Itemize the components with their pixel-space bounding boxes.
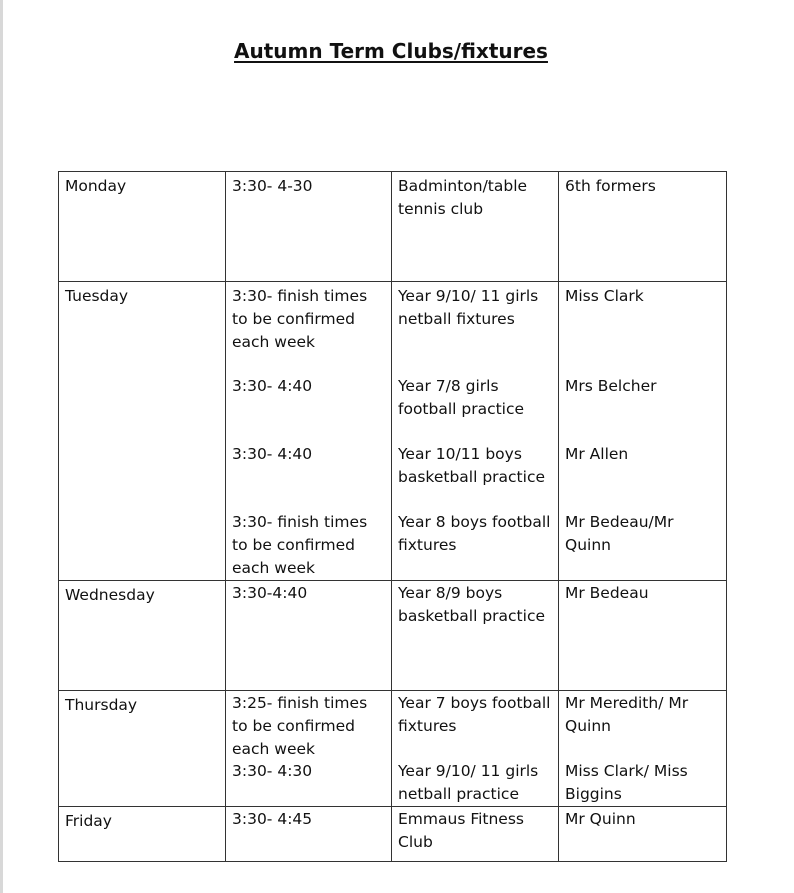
staff-entry: Miss Clark/ Miss Biggins xyxy=(565,762,688,803)
table-row-tuesday xyxy=(59,282,727,581)
time-entry: 3:30- 4-30 xyxy=(232,177,313,195)
page-edge xyxy=(0,0,3,893)
activity-cell xyxy=(392,581,559,691)
day-label: Monday xyxy=(65,177,127,195)
activity-cell xyxy=(392,282,559,581)
activity-entry: Year 8 boys football fixtures xyxy=(398,513,551,554)
activity-entry: Year 10/11 boys basketball practice xyxy=(398,445,546,486)
activity-entry: Year 9/10/ 11 girls netball practice xyxy=(398,762,539,803)
time-cell xyxy=(226,807,392,862)
table-row-monday xyxy=(59,172,727,282)
staff-cell xyxy=(559,282,727,581)
activity-entry: Year 8/9 boys basketball practice xyxy=(398,584,546,625)
staff-entry: Miss Clark xyxy=(565,287,644,305)
time-cell xyxy=(226,691,392,807)
page-title xyxy=(0,37,782,65)
staff-entry: Mr Quinn xyxy=(565,810,636,828)
day-label: Wednesday xyxy=(65,586,155,604)
activity-entry: Badminton/table tennis club xyxy=(398,177,528,218)
staff-entry: Mrs Belcher xyxy=(565,377,657,395)
activity-entry: Year 7/8 girls football practice xyxy=(398,377,525,418)
time-entry: 3:25- finish times to be confirmed each week xyxy=(232,694,368,758)
table-row-friday xyxy=(59,807,727,862)
staff-cell xyxy=(559,691,727,807)
activity-entry: Emmaus Fitness Club xyxy=(398,810,524,851)
activity-cell xyxy=(392,691,559,807)
fixtures-table xyxy=(58,171,727,862)
activity-cell xyxy=(392,807,559,862)
staff-cell xyxy=(559,172,727,282)
day-label: Friday xyxy=(65,812,112,830)
activity-cell xyxy=(392,172,559,282)
staff-entry: Mr Bedeau xyxy=(565,584,649,602)
activity-entry: Year 7 boys football fixtures xyxy=(398,694,551,735)
table-row-thursday xyxy=(59,691,727,807)
time-entry: 3:30- finish times to be confirmed each week xyxy=(232,287,368,351)
day-label: Thursday xyxy=(65,696,138,714)
staff-entry: Mr Bedeau/Mr Quinn xyxy=(565,513,674,554)
table-row-wednesday xyxy=(59,581,727,691)
time-entry: 3:30- 4:40 xyxy=(232,377,313,395)
time-entry: 3:30- finish times to be confirmed each week xyxy=(232,513,368,577)
time-entry: 3:30- 4:45 xyxy=(232,810,313,828)
time-entry: 3:30- 4:30 xyxy=(232,762,313,780)
time-entry: 3:30-4:40 xyxy=(232,584,308,602)
time-cell xyxy=(226,282,392,581)
time-cell xyxy=(226,581,392,691)
activity-entry: Year 9/10/ 11 girls netball fixtures xyxy=(398,287,539,328)
staff-cell xyxy=(559,807,727,862)
time-cell xyxy=(226,172,392,282)
day-cell xyxy=(59,282,226,581)
staff-cell xyxy=(559,581,727,691)
day-cell xyxy=(59,172,226,282)
day-cell xyxy=(59,807,226,862)
time-entry: 3:30- 4:40 xyxy=(232,445,313,463)
day-label: Tuesday xyxy=(65,287,129,305)
staff-entry: Mr Meredith/ Mr Quinn xyxy=(565,694,689,735)
page-title-text: Autumn Term Clubs/fixtures xyxy=(234,39,548,63)
day-cell xyxy=(59,581,226,691)
staff-entry: Mr Allen xyxy=(565,445,629,463)
day-cell xyxy=(59,691,226,807)
staff-entry: 6th formers xyxy=(565,177,656,195)
